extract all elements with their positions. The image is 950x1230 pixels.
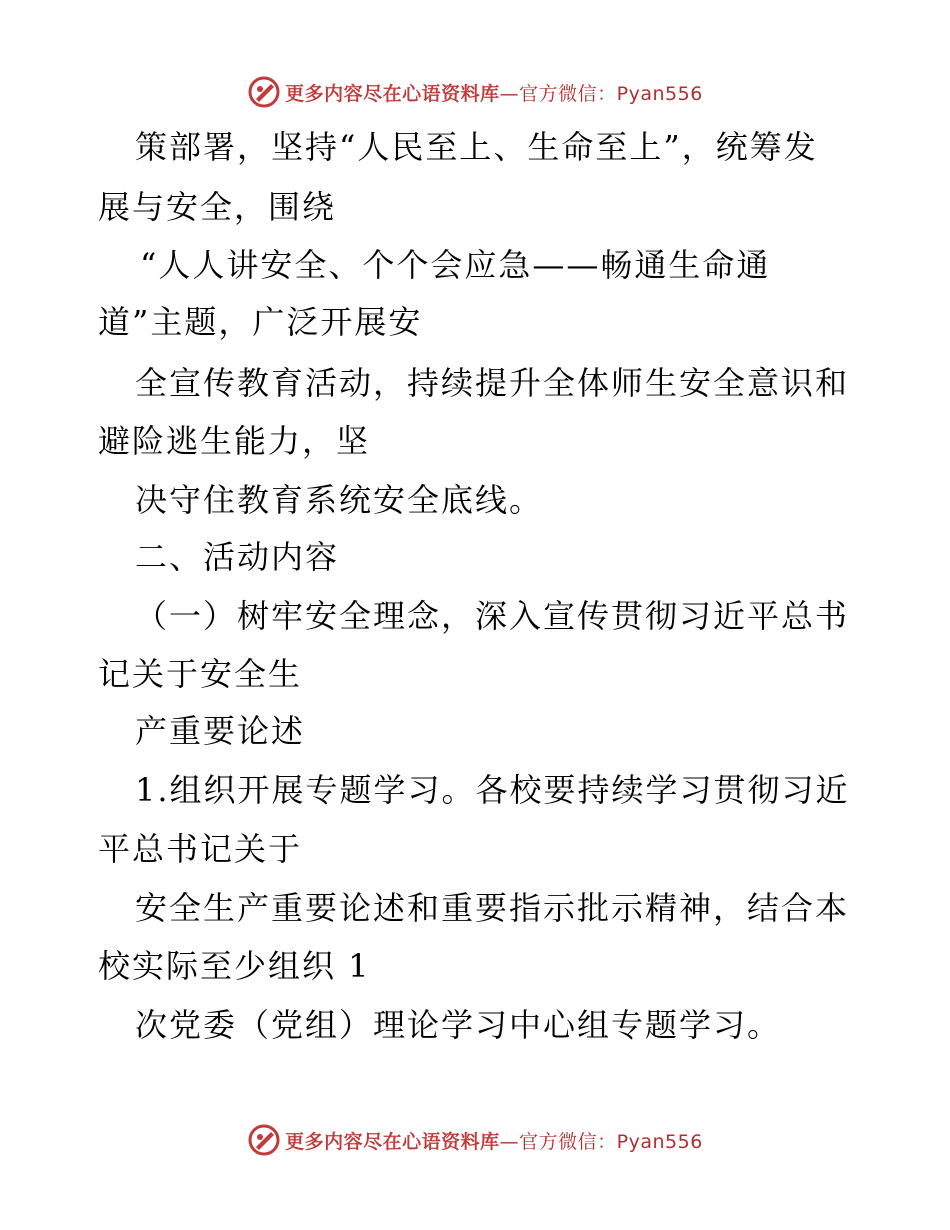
text-line: 避险逃生能力，坚 <box>98 422 371 460</box>
footer-watermark <box>0 1120 950 1160</box>
text-line: 安全生产重要论述和重要指示批示精神，结合本 <box>135 889 850 927</box>
text-line: “人人讲安全、个个会应急——畅通生命通 <box>140 246 771 284</box>
watermark-text: 更多内容尽在心语资料库—官方微信：Pyan556 <box>285 82 703 105</box>
text-line: 展与安全，围绕 <box>98 188 337 226</box>
text-line: 次党委（党组）理论学习中心组专题学习。 <box>135 1006 782 1044</box>
text-line: 1.组织开展专题学习。各校要持续学习贯彻习近 <box>135 771 850 809</box>
text-line: 决守住教育系统安全底线。 <box>135 481 544 519</box>
seal-logo-icon <box>247 1123 281 1157</box>
text-line: 全宣传教育活动，持续提升全体师生安全意识和 <box>135 364 850 402</box>
watermark-text: 更多内容尽在心语资料库—官方微信：Pyan556 <box>285 1130 703 1153</box>
text-line: 平总书记关于 <box>98 830 303 868</box>
text-line: 道”主题，广泛开展安 <box>98 303 423 341</box>
text-line: 记关于安全生 <box>98 655 303 693</box>
text-line: 产重要论述 <box>135 712 306 750</box>
text-line: 策部署，坚持“人民至上、生命至上”，统筹发 <box>135 128 818 166</box>
section-heading: 二、活动内容 <box>135 538 340 576</box>
text-line: 校实际至少组织 1 <box>98 947 371 985</box>
subsection-heading: （一）树牢安全理念，深入宣传贯彻习近平总书 <box>135 597 850 635</box>
